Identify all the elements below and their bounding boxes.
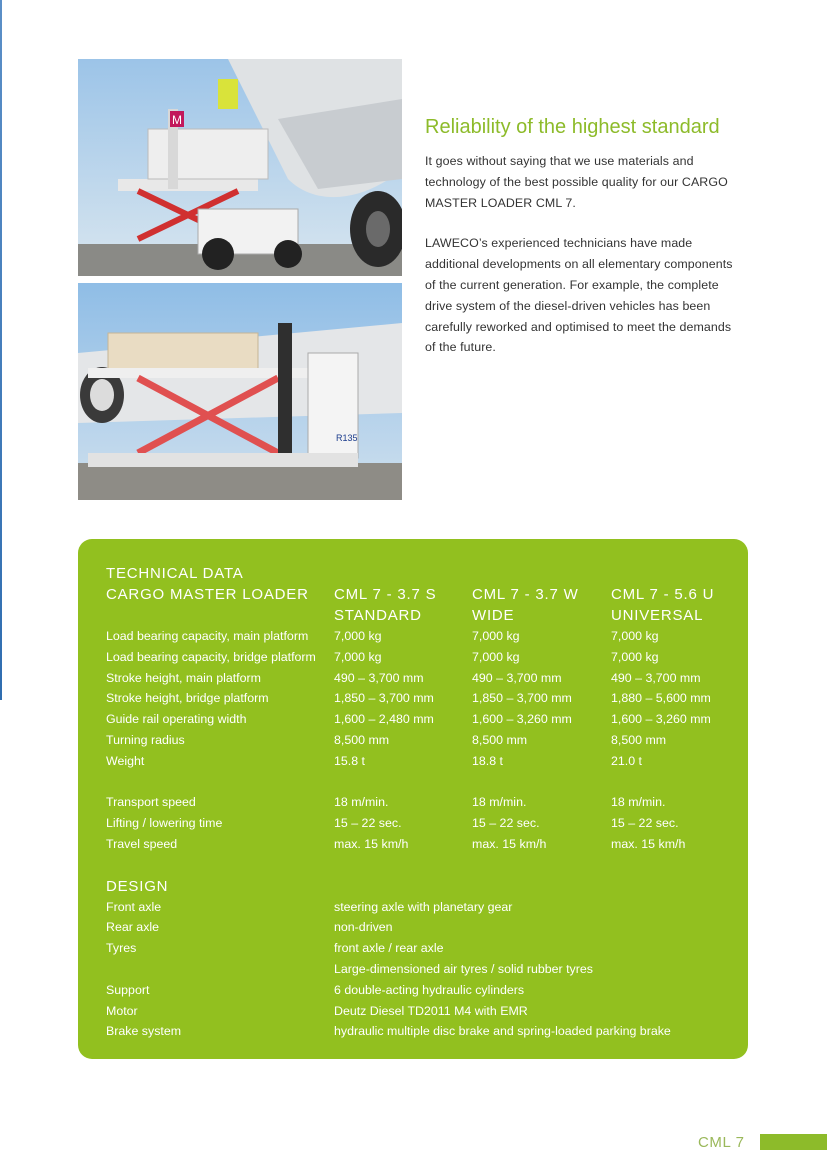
spec-value: 15 – 22 sec. (611, 816, 679, 831)
spec-value: 7,000 kg (334, 649, 382, 664)
spec-value: 7,000 kg (472, 629, 520, 643)
spec-value: 1,880 – 5,600 mm (611, 691, 711, 706)
spec-value: 7,000 kg (334, 629, 382, 643)
spec-value: 18.8 t (472, 753, 504, 768)
design-table (106, 897, 728, 1043)
spec-value: 18 m/min. (472, 795, 527, 810)
spec-label: Lifting / lowering time (106, 816, 223, 831)
left-edge-rule (0, 0, 2, 700)
spec-value: 490 – 3,700 mm (472, 670, 562, 685)
column-header: CML 7 - 5.6 U UNIVERSAL (611, 586, 715, 624)
design-value: front axle / rear axle (334, 941, 444, 956)
design-label: Brake system (106, 1024, 182, 1039)
spec-value: max. 15 km/h (611, 836, 686, 851)
spec-value: 8,500 mm (334, 732, 390, 747)
design-label: Front axle (106, 899, 162, 914)
spec-value: 18 m/min. (334, 795, 389, 810)
spec-value: 1,850 – 3,700 mm (472, 691, 572, 706)
column-header: CML 7 - 3.7 S STANDARD (334, 586, 437, 624)
intro-heading: Reliability of the highest standard (425, 116, 720, 138)
technical-data-title: TECHNICAL DATA (106, 565, 244, 582)
technical-data-table (106, 584, 728, 772)
spec-label: Turning radius (106, 732, 185, 747)
spec-label: Transport speed (106, 795, 196, 810)
design-value: steering axle with planetary gear (334, 899, 513, 914)
spec-label: Weight (106, 753, 145, 768)
svg-text:R135: R135 (336, 433, 358, 443)
spec-label: Load bearing capacity, main platform (106, 629, 309, 643)
spec-value: 8,500 mm (611, 732, 667, 747)
cargo-loader-photo-bottom (78, 283, 402, 500)
spec-value: max. 15 km/h (472, 836, 547, 851)
design-title: DESIGN (106, 877, 169, 895)
spec-label: Travel speed (106, 836, 178, 851)
design-value: non-driven (334, 920, 393, 935)
technical-data-box (78, 539, 748, 1059)
technical-data-table-2 (106, 792, 728, 854)
spec-label: Load bearing capacity, bridge platform (106, 649, 316, 664)
spec-value: 18 m/min. (611, 795, 666, 810)
column-header: CARGO MASTER LOADER (106, 586, 309, 603)
design-label (106, 959, 334, 980)
spec-value: 1,600 – 3,260 mm (472, 712, 572, 727)
footer-model-label: CML 7 (698, 1134, 745, 1151)
design-value: hydraulic multiple disc brake and spring-loaded parking brake (334, 1024, 671, 1039)
intro-paragraph-2: LAWECO’s experienced technicians have made additional developments on all elementary components of the current generation. For example, the complete drive system of the diesel-driven vehicles has been carefully reworked and optimised to meet the demands of the future. (425, 236, 733, 355)
svg-text:M: M (172, 113, 182, 127)
spec-value: 1,850 – 3,700 mm (334, 691, 434, 706)
spec-value: 7,000 kg (611, 649, 659, 664)
spec-value: 7,000 kg (611, 629, 659, 643)
intro-section (425, 113, 745, 378)
column-header: CML 7 - 3.7 W WIDE (472, 586, 579, 624)
intro-paragraph-1: It goes without saying that we use materials and technology of the best possible quality for our CARGO MASTER LOADER CML 7. (425, 154, 728, 210)
design-label: Motor (106, 1003, 138, 1018)
spec-value: 1,600 – 3,260 mm (611, 712, 711, 727)
spec-value: 7,000 kg (472, 649, 520, 664)
design-value: Large-dimensioned air tyres / solid rubber tyres (334, 961, 593, 976)
spec-value: 490 – 3,700 mm (611, 670, 701, 685)
spec-label: Stroke height, main platform (106, 670, 261, 685)
spec-value: 1,600 – 2,480 mm (334, 712, 434, 727)
cargo-loader-photo-top (78, 59, 402, 276)
spec-value: max. 15 km/h (334, 836, 409, 851)
spec-label: Guide rail operating width (106, 712, 247, 727)
design-value: 6 double-acting hydraulic cylinders (334, 982, 525, 997)
spec-label: Stroke height, bridge platform (106, 691, 269, 706)
spec-value: 15 – 22 sec. (472, 816, 540, 831)
design-value: Deutz Diesel TD2011 M4 with EMR (334, 1003, 528, 1018)
design-label: Rear axle (106, 920, 160, 935)
spec-value: 490 – 3,700 mm (334, 670, 424, 685)
footer-accent-bar (760, 1134, 827, 1150)
spec-value: 21.0 t (611, 753, 643, 768)
spec-value: 15.8 t (334, 753, 366, 768)
spec-value: 15 – 22 sec. (334, 816, 402, 831)
spec-value: 8,500 mm (472, 732, 528, 747)
design-label: Tyres (106, 941, 137, 956)
design-label: Support (106, 982, 150, 997)
